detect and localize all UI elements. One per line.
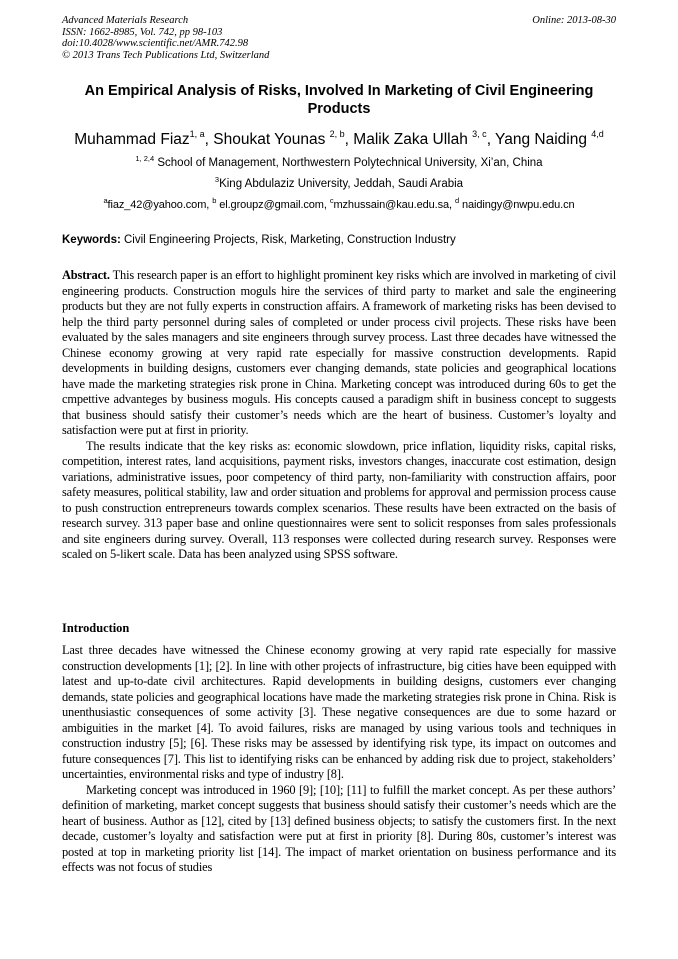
abstract-label: Abstract. bbox=[62, 268, 110, 282]
author-name: Yang Naiding bbox=[495, 131, 587, 148]
paper-title: An Empirical Analysis of Risks, Involved In Marketing of Civil Engineering Products bbox=[84, 83, 594, 117]
affiliation-superscript: 1, 2,4 bbox=[135, 154, 155, 163]
author-superscript: 3, c bbox=[472, 129, 487, 139]
author-name: Malik Zaka Ullah bbox=[353, 131, 468, 148]
copyright-line: © 2013 Trans Tech Publications Ltd, Switzerland bbox=[62, 49, 270, 61]
email-address: naidingy@nwpu.edu.cn bbox=[462, 199, 575, 211]
author-superscript: 4,d bbox=[591, 129, 604, 139]
author-list: Muhammad Fiaz$^{1, a}$, Shoukat Younas $^{2, b}$, Malik Zaka Ullah $^{3, c}$, Yang Naiding $^{4,d}$ bbox=[74, 129, 604, 148]
affiliation-text: School of Management, Northwestern Polytechnical University, Xi’an, China bbox=[157, 157, 543, 169]
doi-line: doi:10.4028/www.scientific.net/AMR.742.98 bbox=[62, 38, 249, 49]
email-superscript: c bbox=[329, 196, 334, 205]
email-address: el.groupz@gmail.com, bbox=[219, 199, 327, 211]
email-superscript: b bbox=[212, 196, 217, 205]
keywords-text: Civil Engineering Projects, Risk, Marketing, Construction Industry bbox=[124, 234, 456, 246]
keywords-label: Keywords: bbox=[62, 234, 121, 246]
abstract-text: This research paper is an effort to highlight prominent key risks which are involved in marketing of civil engineering products. Construction moguls hire the services of third party to market and sale the engineering products but they are not fully experts in construction affairs. A framework of marketing risks has been devised to help the third party personnel during sales of completed or under process civil projects. These risks have been evaluated by the sales managers and site engineers through survey process. Last three decades have witnessed the Chinese economy growing at very rapid rate especially for massive construction developments. Rapid developments in building designs, customers ever changing demands, state policies and geographical locations have made the marketing strategies risk prone in China. Marketing concept was introduced during 60s to get the cmpettive advanteges by business moguls. His concepts caused a paradigm shift in business concept to suggests that business should satisfy their customer’s needs which are the heart of business. Customer’s loyalty and satisfaction were put at first in priority. bbox=[62, 268, 616, 437]
keywords-line bbox=[62, 233, 616, 247]
email-address: fiaz_42@yahoo.com, bbox=[107, 199, 210, 211]
email-superscript: d bbox=[454, 196, 460, 205]
online-date: Online: 2013-08-30 bbox=[532, 15, 616, 26]
section-heading: Introduction bbox=[62, 621, 130, 635]
affiliation bbox=[62, 177, 616, 191]
email-list bbox=[62, 198, 616, 212]
journal-header bbox=[62, 15, 616, 61]
email-address: mzhussain@kau.edu.sa, bbox=[333, 199, 452, 211]
affiliation-text: King Abdulaziz University, Jeddah, Saudi Arabia bbox=[219, 178, 464, 190]
email-superscript: a bbox=[103, 196, 108, 205]
author-name: Muhammad Fiaz bbox=[74, 131, 190, 148]
abstract-section bbox=[62, 268, 616, 563]
introduction-body bbox=[62, 643, 616, 876]
abstract-paragraph: The results indicate that the key risks as: economic slowdown, price inflation, liquidity risks, capital risks, competition, interest rates, land acquisitions, payment risks, investors changes, inaccurate cost estimation, design variations, administrative issues, poor competency of third party, non-familiarity with construction affairs, poor safety measures, political stability, law and order situation and problems for approval and permission process cause to push construction entrepreneurs towards complex scenarios. These results have been extracted on the basis of research survey. 313 paper base and online questionnaires were sent to solicit responses from sales professionals and site engineers during survey. Overall, 113 responses were collected during research survey. Responses were scaled on 5-likert scale. Data has been analyzed using SPSS software. bbox=[62, 438, 617, 561]
affiliation bbox=[62, 156, 616, 170]
affiliation-superscript: 3 bbox=[214, 175, 220, 184]
body-paragraph: Last three decades have witnessed the Chinese economy growing at very rapid rate especially for massive construction developments [1]; [2]. In line with other projects of infrastructure, big cities have been equipped with latest and up-to-date civil architectures. Rapid developments in building designs, customers ever changing demands, state policies and geographical locations have made the marketing strategies risk prone in China. Risk is unenthusiastic consequences of some activity [3]. These negative consequences are due to some hazard or ambiguities in the market [4]. To avoid failures, risks are managed by using various tools and techniques in construction industry [5]; [6]. These risks may be assessed by identifying risk type, its impact on outcomes and future consequences [7]. This list to identifying risks can be enhanced by adding risk due to project, stakeholders’ uncertainties, environmental risks and type of industry [8]. bbox=[62, 643, 616, 781]
author-superscript: 1, a bbox=[189, 129, 205, 139]
journal-name: Advanced Materials Research bbox=[62, 15, 189, 26]
body-paragraph: Marketing concept was introduced in 1960 [9]; [10]; [11] to fulfill the market concept. As per these authors’ definition of marketing, market concept suggests that business should satisfy their customer’s needs which are the heart of business. Author as [12], cited by [13] defined business objects; to satisfy the customers first. In the next decade, customer’s loyalty and satisfaction were put at first in priority [8]. During 80s, customer’s interest was posted at top in marketing priority list [14]. The impact of market orientation on business performance and its effects was not focus of studies bbox=[62, 782, 616, 874]
abstract-paragraph bbox=[62, 268, 616, 439]
author-superscript: 2, b bbox=[329, 129, 345, 139]
issn-line: ISSN: 1662-8985, Vol. 742, pp 98-103 bbox=[62, 26, 223, 38]
author-name: Shoukat Younas bbox=[213, 131, 326, 148]
